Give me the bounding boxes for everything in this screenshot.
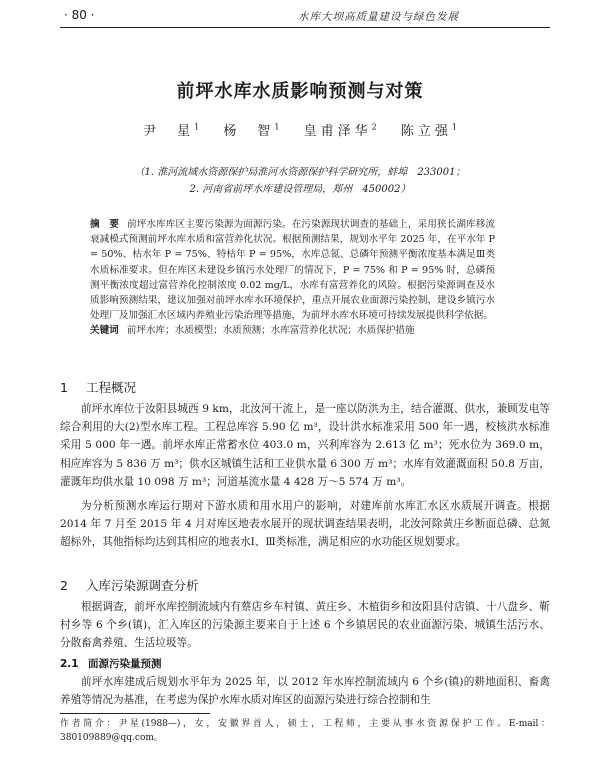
author-affil-mark: 1	[274, 122, 280, 132]
body-paragraph: 前坪水库位于汝阳县城西 9 km，北汝河干流上，是一座以防洪为主，结合灌溉、供水，兼顾发电等综合利用的大(2)型水库工程。工程总库容 5.90 亿 m³，设计洪水标准采用 500 年一遇，校核洪水标准采用 5 000 年一遇。前坪水库正常蓄水位 403.0 m，兴利库容为 2.613 亿 m³；死水位为 369.0 m，相应库容为 5 836 万 m³；供水区城镇生活和工业供水量 6 300 万 m³；水库有效灌溉面积 50.8 万亩，灌溉年均供水量 10 098 万 m³；河道基流水量 4 428 万～5 574 万 m³。	[60, 403, 550, 488]
page-number: · 80 ·	[64, 8, 95, 22]
author-name: 尹 星	[143, 124, 195, 139]
abstract-paragraph	[90, 217, 495, 323]
author-list	[0, 120, 600, 139]
author-name: 杨 智	[223, 124, 275, 139]
section-heading	[60, 378, 136, 396]
header-rule	[60, 27, 550, 28]
author	[223, 124, 279, 139]
author-affil-mark: 1	[451, 122, 457, 132]
section-heading	[60, 576, 199, 594]
body-paragraph: 为分析预测水库运行期对下游水质和用水用户的影响，对建库前水库汇水区水质展开调查。根据 2014 年 7 月至 2015 年 4 月对库区地表水展开的现状调查结果表明，北汝河除黄庄乡断面总磷、总氮超标外，其他指标均达到其相应的地表水Ⅰ、Ⅲ类标准，满足相应的水功能区规划要求。	[60, 500, 550, 549]
footnote-label: 作者简介：	[60, 719, 119, 729]
journal-name: 水库大坝高质量建设与绿色发展	[298, 11, 459, 23]
affiliation-line: 2. 河南省前坪水库建设管理局，郑州 450002）	[189, 184, 411, 195]
section-title: 入库污染源调查分析	[86, 578, 199, 593]
footnote	[60, 717, 550, 745]
abstract-text: 前坪水库库区主要污染源为面源污染。在污染源现状调查的基础上，采用狭长湖库移流衰减模式预测前坪水库水质和富营养化状况。根据预测结果，规划水平年 2025 年，在平水年 P = 50%、枯水年 P = 75%、特枯年 P = 95%，水库总氮、总磷年预测平衡浓度基本满足Ⅲ类水质标准要求。但在库区未建设乡镇污水处理厂的情况下，P = 75% 和 P = 95% 时，总磷预测平衡浓度超过富营养化控制浓度 0.02 mg/L，水库有富营养化的风险。根据污染源调查及水质影响预测结果，建议加强对前坪水库水环境保护，重点开展农业面源污染控制，建设乡镇污水处理厂及加强汇水区域内养殖业污染治理等措施，为前坪水库水环境可持续发展提供科学依据。	[90, 219, 496, 322]
body-paragraph: 根据调查，前坪水库控制流域内有蔡店乡车村镇、黄庄乡、木植街乡和汝阳县付店镇、十八盘乡、靳村乡等 6 个乡(镇)，汇入库区的污染源主要来自于上述 6 个乡镇居民的农业面源污染、城镇生活污水、分散畜禽养殖、生活垃圾等。	[60, 601, 550, 650]
author-name: 皇甫泽华	[303, 124, 372, 139]
paper-title: 前坪水库水质影响预测与对策	[176, 81, 424, 102]
abstract-label: 摘 要	[90, 219, 120, 230]
author-affil-mark: 1	[194, 122, 200, 132]
keywords-line	[90, 323, 495, 338]
section-number: 2	[60, 578, 68, 593]
author-name: 陈立强	[400, 124, 452, 139]
author	[143, 124, 199, 139]
subsection-heading	[60, 656, 162, 671]
author-affil-mark: 2	[371, 122, 377, 132]
body-paragraph: 前坪水库建成后规划水平年为 2025 年，以 2012 年水库控制流域内 6 个乡(镇)的耕地面积、畜禽养殖等情况为基准，在考虑为保护水库水质对库区的面源污染进行综合控制和生	[60, 676, 550, 707]
subsection-number: 2.1	[60, 658, 79, 670]
running-head	[60, 6, 550, 26]
abstract-block	[90, 217, 495, 339]
subsection-title: 面源污染量预测	[88, 658, 162, 670]
footnote-rule	[60, 713, 210, 714]
author	[401, 124, 457, 139]
footnote-text: 尹星(1988—)，女，安徽界首人，硕士，工程师，主要从事水资源保护工作。E-mail：380109889@qq.com。	[60, 719, 550, 743]
author	[304, 124, 377, 139]
keywords-text: 前坪水库；水质模型；水质预测；水库富营养化状况；水质保护措施	[126, 325, 415, 337]
section-number: 1	[60, 380, 68, 395]
section-title: 工程概况	[86, 380, 137, 395]
affiliation-line: （1. 淮河流域水资源保护局淮河水资源保护科学研究所，蚌埠 233001；	[134, 167, 466, 178]
keywords-label: 关键词	[90, 325, 119, 337]
